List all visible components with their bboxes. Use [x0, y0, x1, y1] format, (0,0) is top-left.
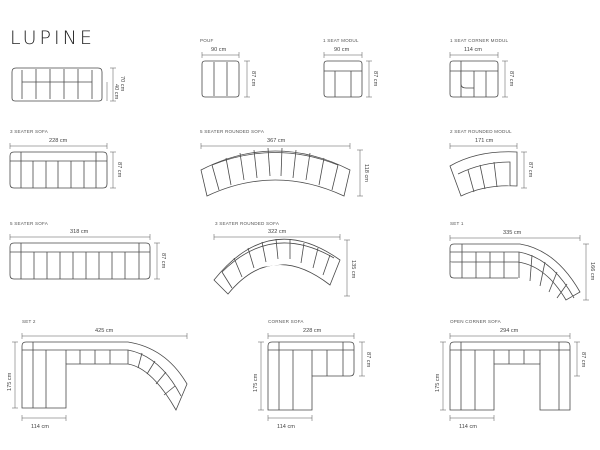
sofa-1-seat-corner-modul [450, 61, 498, 97]
label-2-seat-rounded-modul: 2 SEAT ROUNDED MODUL [450, 129, 512, 134]
sofa-5-seater-rounded [201, 148, 350, 196]
dim-5-seater-width-text: 318 cm [70, 229, 89, 235]
dim-main-height [107, 68, 125, 101]
dim-pouf-width-text: 90 cm [211, 47, 227, 53]
dim-3-seater-rounded-width-text: 322 cm [268, 229, 287, 235]
label-set-1: SET 1 [450, 221, 464, 226]
dim-1-seat-depth-text: 87 cm [372, 71, 378, 87]
dim-2-seat-rounded-width-text: 171 cm [475, 138, 494, 144]
dim-set-2-depth-text: 175 cm [7, 372, 13, 391]
dim-set-1-depth-text: 166 cm [589, 262, 595, 281]
label-5-seater-rounded-sofa: 5 SEATER ROUNDED SOFA [200, 129, 265, 134]
dim-corner-right-text: 87 cm [365, 352, 371, 368]
sofa-2-seat-rounded-modul [450, 152, 517, 196]
sofa-corner [268, 342, 354, 410]
dim-5-seater-rounded-depth-text: 118 cm [363, 164, 369, 182]
dim-open-corner-width-text: 294 cm [500, 328, 519, 334]
label-5-seater-sofa: 5 SEATER SOFA [10, 221, 48, 226]
dim-open-corner-depth-text: 175 cm [435, 373, 441, 392]
dim-corner-depth-text: 175 cm [253, 373, 259, 392]
dim-5-seater-rounded-width-text: 367 cm [267, 138, 286, 144]
label-corner-sofa: CORNER SOFA [268, 319, 304, 324]
sofa-1-seat-modul [324, 61, 362, 97]
label-open-corner-sofa: OPEN CORNER SOFA [450, 319, 501, 324]
dim-pouf-depth-text: 87 cm [250, 71, 256, 87]
sofa-set-1 [450, 244, 580, 300]
sofa-main-front-view [12, 68, 102, 101]
dim-corner-bottom-text: 114 cm [277, 424, 295, 430]
dim-corner-modul-width-text: 114 cm [464, 47, 482, 53]
label-1-seat-corner-modul: 1 SEAT CORNER MODUL [450, 38, 509, 43]
dim-3-seater-depth-text: 87 cm [116, 162, 122, 178]
dim-5-seater-depth-text: 87 cm [160, 253, 166, 269]
sofa-set-2 [22, 342, 187, 410]
sofa-pouf [202, 61, 239, 97]
dim-main-height-text: 70 cm [119, 76, 125, 92]
dim-3-seater-rounded-depth-text: 135 cm [350, 260, 356, 279]
dim-3-seater-width-text: 228 cm [49, 138, 68, 144]
dim-1-seat-width-text: 90 cm [334, 47, 350, 53]
sofa-open-corner [450, 342, 570, 410]
sofa-5-seater [10, 243, 150, 279]
label-pouf: POUF [200, 38, 214, 43]
dim-main-seat-text: 40 cm [113, 84, 119, 100]
dim-corner-width-text: 228 cm [303, 328, 322, 334]
sofa-3-seater [10, 152, 107, 188]
dim-2-seat-rounded-depth-text: 87 cm [527, 162, 533, 178]
sofa-3-seater-rounded [214, 239, 340, 294]
label-set-2: SET 2 [22, 319, 36, 324]
dim-set-2-bottom-text: 114 cm [31, 424, 49, 430]
dim-set-2-width-text: 425 cm [95, 328, 114, 334]
brand-logo-text: LUPINE [10, 27, 95, 49]
dim-open-corner-right-text: 87 cm [580, 352, 586, 368]
dim-set-1-width-text: 335 cm [503, 230, 522, 236]
dim-corner-modul-depth-text: 87 cm [508, 71, 514, 87]
dim-open-corner-bottom-text: 114 cm [459, 424, 477, 430]
label-3-seater-sofa: 3 SEATER SOFA [10, 129, 48, 134]
label-1-seat-modul: 1 SEAT MODUL [323, 38, 359, 43]
label-3-seater-rounded-sofa: 3 SEATER ROUNDED SOFA [215, 221, 280, 226]
